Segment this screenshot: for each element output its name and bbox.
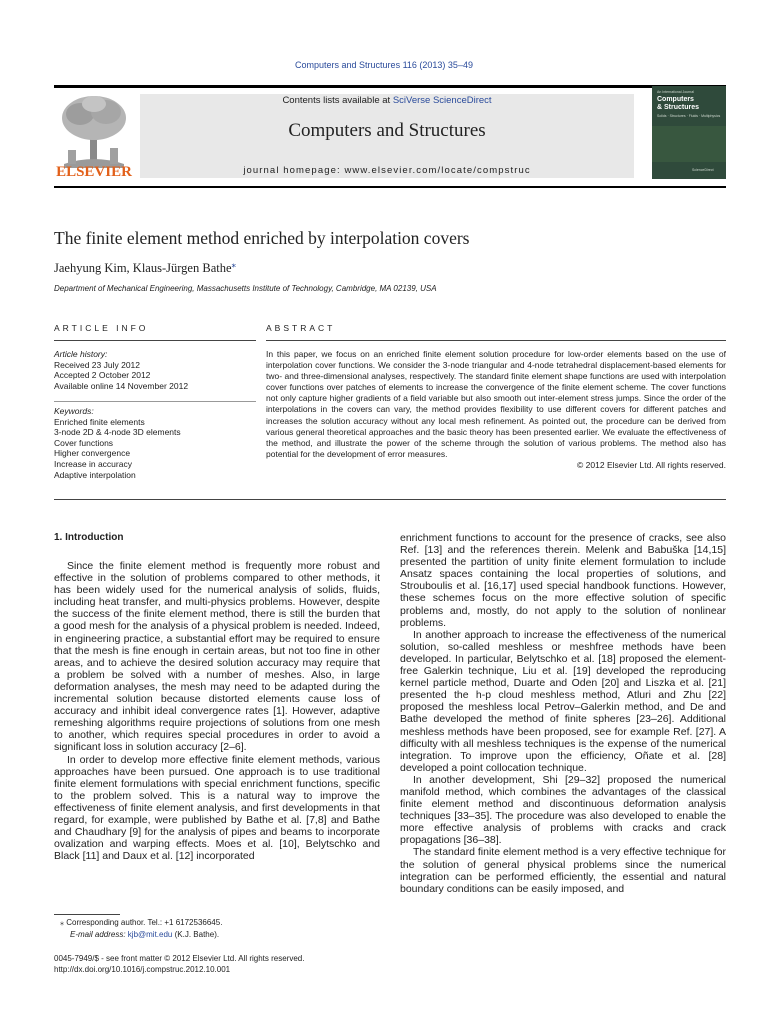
section-heading: 1. Introduction bbox=[54, 532, 124, 543]
article-info-heading: ARTICLE INFO bbox=[54, 323, 149, 333]
paragraph: In another development, Shi [29–32] proposed the numerical manifold method, which combines the advantages of the classical finite element method and discontinuous deformation analysis techniques [33–35]. The procedure was also developed to enable the more effective analysis of problems with cracks and crack propagations [36–38]. bbox=[400, 773, 726, 847]
corresponding-author-mark[interactable]: ⁎ bbox=[231, 259, 237, 269]
email-note bbox=[70, 929, 219, 940]
author-names: Jaehyung Kim, Klaus-Jürgen Bathe bbox=[54, 261, 232, 276]
accepted-date: Accepted 2 October 2012 bbox=[54, 370, 151, 381]
publisher-wordmark: ELSEVIER bbox=[56, 164, 132, 180]
right-column bbox=[400, 532, 726, 895]
cover-title bbox=[657, 96, 699, 112]
paragraph: enrichment functions to account for the presence of cracks, see also Ref. [13] and the references therein. Melenk and Babuška [14,15] presented the partition of unity finite element formulation to include Ansatz spaces containing the local properties of solutions, and Strouboulis et al. [16,17] used special handbook functions. However, these schemes focus on the more effective solution of specific problems and, mostly, do not apply to the solution of nonlinear problems. bbox=[400, 532, 726, 629]
cover-subtitle: Solids · Structures · Fluids · Multiphysics bbox=[657, 114, 721, 118]
abstract-heading: ABSTRACT bbox=[266, 323, 336, 333]
doi-link[interactable]: http://dx.doi.org/10.1016/j.compstruc.2012.10.001 bbox=[54, 965, 231, 974]
history-label: Article history: bbox=[54, 349, 108, 359]
keywords-rule bbox=[54, 401, 256, 402]
keywords-block bbox=[54, 406, 256, 480]
keyword-item: Higher convergence bbox=[54, 448, 131, 459]
received-date: Received 23 July 2012 bbox=[54, 359, 141, 370]
paragraph: The standard finite element method is a very effective technique for the solution of general physical problems since the numerical integration can be performed efficiently, the essential and natural boundary conditions can be easily imposed, and bbox=[400, 846, 726, 895]
journal-citation[interactable]: Computers and Structures 116 (2013) 35–49 bbox=[295, 60, 473, 70]
issn-line: 0045-7949/$ - see front matter © 2012 Elsevier Ltd. All rights reserved. bbox=[54, 954, 305, 963]
left-column bbox=[54, 560, 380, 862]
online-date: Available online 14 November 2012 bbox=[54, 380, 189, 391]
article-info-rule bbox=[54, 340, 256, 341]
email-link[interactable]: kjb@mit.edu bbox=[127, 930, 173, 939]
paragraph: In another approach to increase the effectiveness of the numerical solution, so-called meshless or meshfree methods have been developed. In particular, Belytschko et al. [18] proposed the element-free Galerkin technique, Liu et al. [19] developed the reproducing kernel particle method, Duarte and Oden [20] and Liszka et al. [21] presented the h-p cloud meshless method, Atluri and Zhu [22] proposed the meshless local Petrov–Galerkin method, and De and Bathe developed the method of finite spheres [23–26]. Additional meshless methods have been proposed, see for example Ref. [27]. A difficulty with all meshless techniques is the expense of the numerical integration. To improve upon the efficiency, Oñate et al. [28] developed a point collocation technique. bbox=[400, 628, 726, 774]
email-suffix: (K.J. Bathe). bbox=[172, 930, 220, 939]
email-label: E-mail address: bbox=[70, 930, 128, 939]
paragraph: In order to develop more effective finite element methods, various approaches have been pursued. One approach is to use traditional finite element formulations with special enrichment functions, specific to the problem solved. This is a natural way to improve the effectiveness of finite element analysis, and first developments in that regard, for example, were published by Bathe et al. [7,8] and Bathe and Chaudhary [9] for the analysis of pipes and beams to incorporate ovalization and warping effects. Moes et al. [10], Belytschko and Black [11] and Daux et al. [12] incorporated bbox=[54, 753, 380, 863]
abstract-body bbox=[266, 349, 726, 471]
footnote-rule bbox=[54, 914, 120, 915]
cover-image-band bbox=[652, 126, 726, 162]
abstract-bottom-rule bbox=[54, 499, 726, 500]
article-history bbox=[54, 349, 256, 391]
cover-title-line-1: Computers bbox=[657, 96, 694, 103]
corresponding-note: ⁎ Corresponding author. Tel.: +1 6172536645. bbox=[60, 918, 223, 927]
keywords-label: Keywords: bbox=[54, 406, 94, 416]
keyword-item: Cover functions bbox=[54, 437, 114, 448]
cover-title-line-2: & Structures bbox=[657, 104, 700, 111]
author-affiliation: Department of Mechanical Engineering, Massachusetts Institute of Technology, Cambridge, MA 02139, USA bbox=[54, 284, 437, 293]
header-bottom-rule bbox=[54, 186, 726, 188]
abstract-text: In this paper, we focus on an enriched finite element solution procedure for low-order elements based on the use of interpolation cover functions. We consider the 3-node triangular and 4-node tetrahedral displacement-based elements for two- and three-dimensional analyses, respectively. The standard finite element shape functions are used with interpolation cover functions over patches of elements to increase the convergence of the finite element scheme. The cover functions not only capture higher gradients of a field variable but also smooth out inter-element stress jumps. Since the order of the interpolations in the covers can vary, the method provides flexibility to use different covers for different patches and increases the solution accuracy without any local mesh refinement. As pointed out, the procedure can be derived from various general theoretical approaches and the basic theory has been presented earlier. We evaluate the effectiveness of the method, and illustrate the power of the scheme through the solution of various problems. The method also has potential for the development of error measures. bbox=[266, 349, 726, 459]
article-title: The finite element method enriched by interpolation covers bbox=[54, 228, 470, 248]
keyword-item: Adaptive interpolation bbox=[54, 469, 136, 480]
journal-cover bbox=[652, 86, 726, 179]
article-authors bbox=[54, 259, 236, 276]
journal-homepage[interactable]: journal homepage: www.elsevier.com/locate/compstruc bbox=[243, 165, 531, 176]
sciencedirect-link[interactable]: SciVerse ScienceDirect bbox=[392, 95, 492, 106]
abstract-copyright: © 2012 Elsevier Ltd. All rights reserved. bbox=[577, 459, 726, 470]
abstract-rule bbox=[266, 340, 726, 341]
keyword-item: 3-node 2D & 4-node 3D elements bbox=[54, 427, 181, 438]
header-rule bbox=[54, 85, 726, 88]
paragraph: Since the finite element method is frequently more robust and effective in the solution of problems compared to other methods, it has been widely used for the numerical analysis of solids, fluids, including heat transfer, and multi-physics problems. However, despite the success of the finite element method, there is still the burden that a good mesh for the analysis of a physical problem is needed. Indeed, in engineering practice, a substantial effort may be required to ensure that the mesh is fine enough in certain areas, but not too fine in other areas, and to achieve the desired solution accuracy may require that a problem be solved with a number of meshes. Also, in large deformation analyses, the mesh may need to be adapted during the incremental solution because distorted elements cause loss of accuracy and inhibit ideal convergence rates [1]. However, adaptive remeshing algorithms require projections of solutions from one mesh to another, which requires special procedures in order to avoid a significant loss in solution accuracy [2–6]. bbox=[54, 560, 380, 754]
journal-title: Computers and Structures bbox=[288, 120, 486, 141]
elsevier-logo bbox=[54, 92, 134, 182]
cover-footer: ScienceDirect bbox=[692, 168, 714, 172]
cover-small-text: An International Journal bbox=[657, 90, 694, 94]
keyword-item: Enriched finite elements bbox=[54, 416, 145, 427]
contents-availability bbox=[140, 95, 634, 106]
keyword-item: Increase in accuracy bbox=[54, 458, 132, 469]
contents-prefix: Contents lists available at bbox=[282, 95, 393, 106]
